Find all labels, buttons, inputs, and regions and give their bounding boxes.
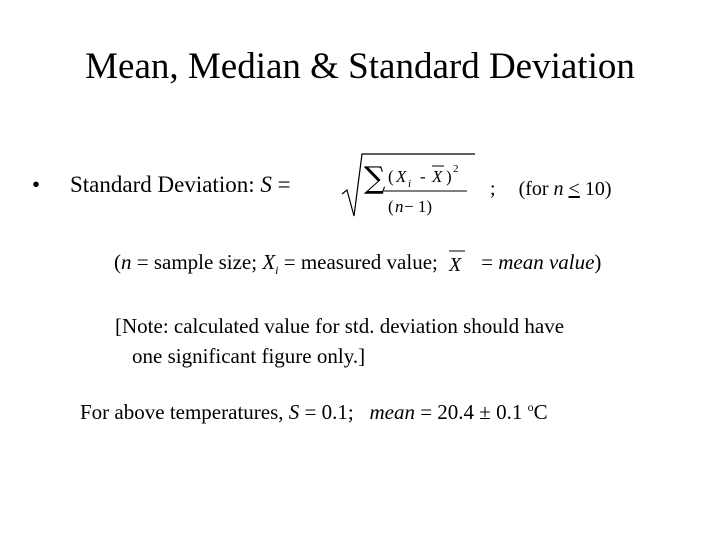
significant-figure-note — [115, 311, 564, 371]
std-dev-bullet — [32, 170, 291, 200]
denominator-open-paren: ( — [388, 197, 394, 216]
bullet-label: Standard Deviation: — [70, 172, 255, 197]
legend-xbar-desc: mean value — [498, 250, 595, 274]
denominator-n: n — [395, 197, 404, 216]
temperature-result — [80, 398, 548, 426]
legend-n-desc: = sample size; — [136, 250, 258, 274]
slide-title: Mean, Median & Standard Deviation — [85, 46, 635, 87]
numerator-xbar: X — [432, 167, 443, 186]
numerator-exponent: 2 — [453, 163, 459, 175]
x-bar-symbol — [443, 248, 481, 274]
condition-less-equal: < — [568, 178, 580, 200]
formula-condition — [490, 176, 612, 202]
legend-open-paren: ( — [114, 250, 121, 274]
legend-x: X — [262, 250, 276, 274]
variable-legend — [114, 248, 601, 276]
numerator-open-paren: ( — [388, 167, 394, 186]
bullet-marker: • — [32, 172, 41, 197]
symbol-s: S — [260, 172, 272, 197]
numerator-sub-i: i — [408, 178, 412, 190]
result-mean-label: mean — [369, 400, 415, 424]
result-prefix: For above temperatures, — [80, 400, 284, 424]
legend-xbar-eq: = — [481, 250, 493, 274]
condition-n: n — [553, 178, 564, 200]
note-line-1: [Note: calculated value for std. deviation should have — [115, 314, 565, 338]
denominator-rest: − 1) — [404, 197, 432, 216]
legend-n: n — [121, 250, 132, 274]
sigma-symbol: ∑ — [364, 161, 386, 196]
numerator-minus: - — [420, 167, 426, 186]
x-bar-letter: X — [449, 254, 462, 274]
legend-x-sub: i — [275, 263, 279, 277]
numerator-x: X — [396, 167, 407, 186]
result-unit: C — [533, 400, 548, 424]
numerator-close-paren: ) — [446, 167, 452, 186]
result-degree: o — [527, 400, 534, 414]
result-s: S — [288, 400, 300, 424]
result-mean-value: = 20.4 ± 0.1 — [420, 400, 523, 424]
std-dev-formula — [340, 150, 475, 220]
condition-for: (for — [518, 178, 549, 200]
formula-semicolon: ; — [490, 178, 496, 200]
legend-x-desc: = measured value; — [283, 250, 438, 274]
note-line-2: one significant figure only.] — [132, 344, 366, 368]
condition-value: 10) — [584, 178, 612, 200]
legend-close-paren: ) — [594, 250, 602, 274]
result-s-value: = 0.1; — [304, 400, 354, 424]
equals-sign: = — [277, 172, 291, 197]
